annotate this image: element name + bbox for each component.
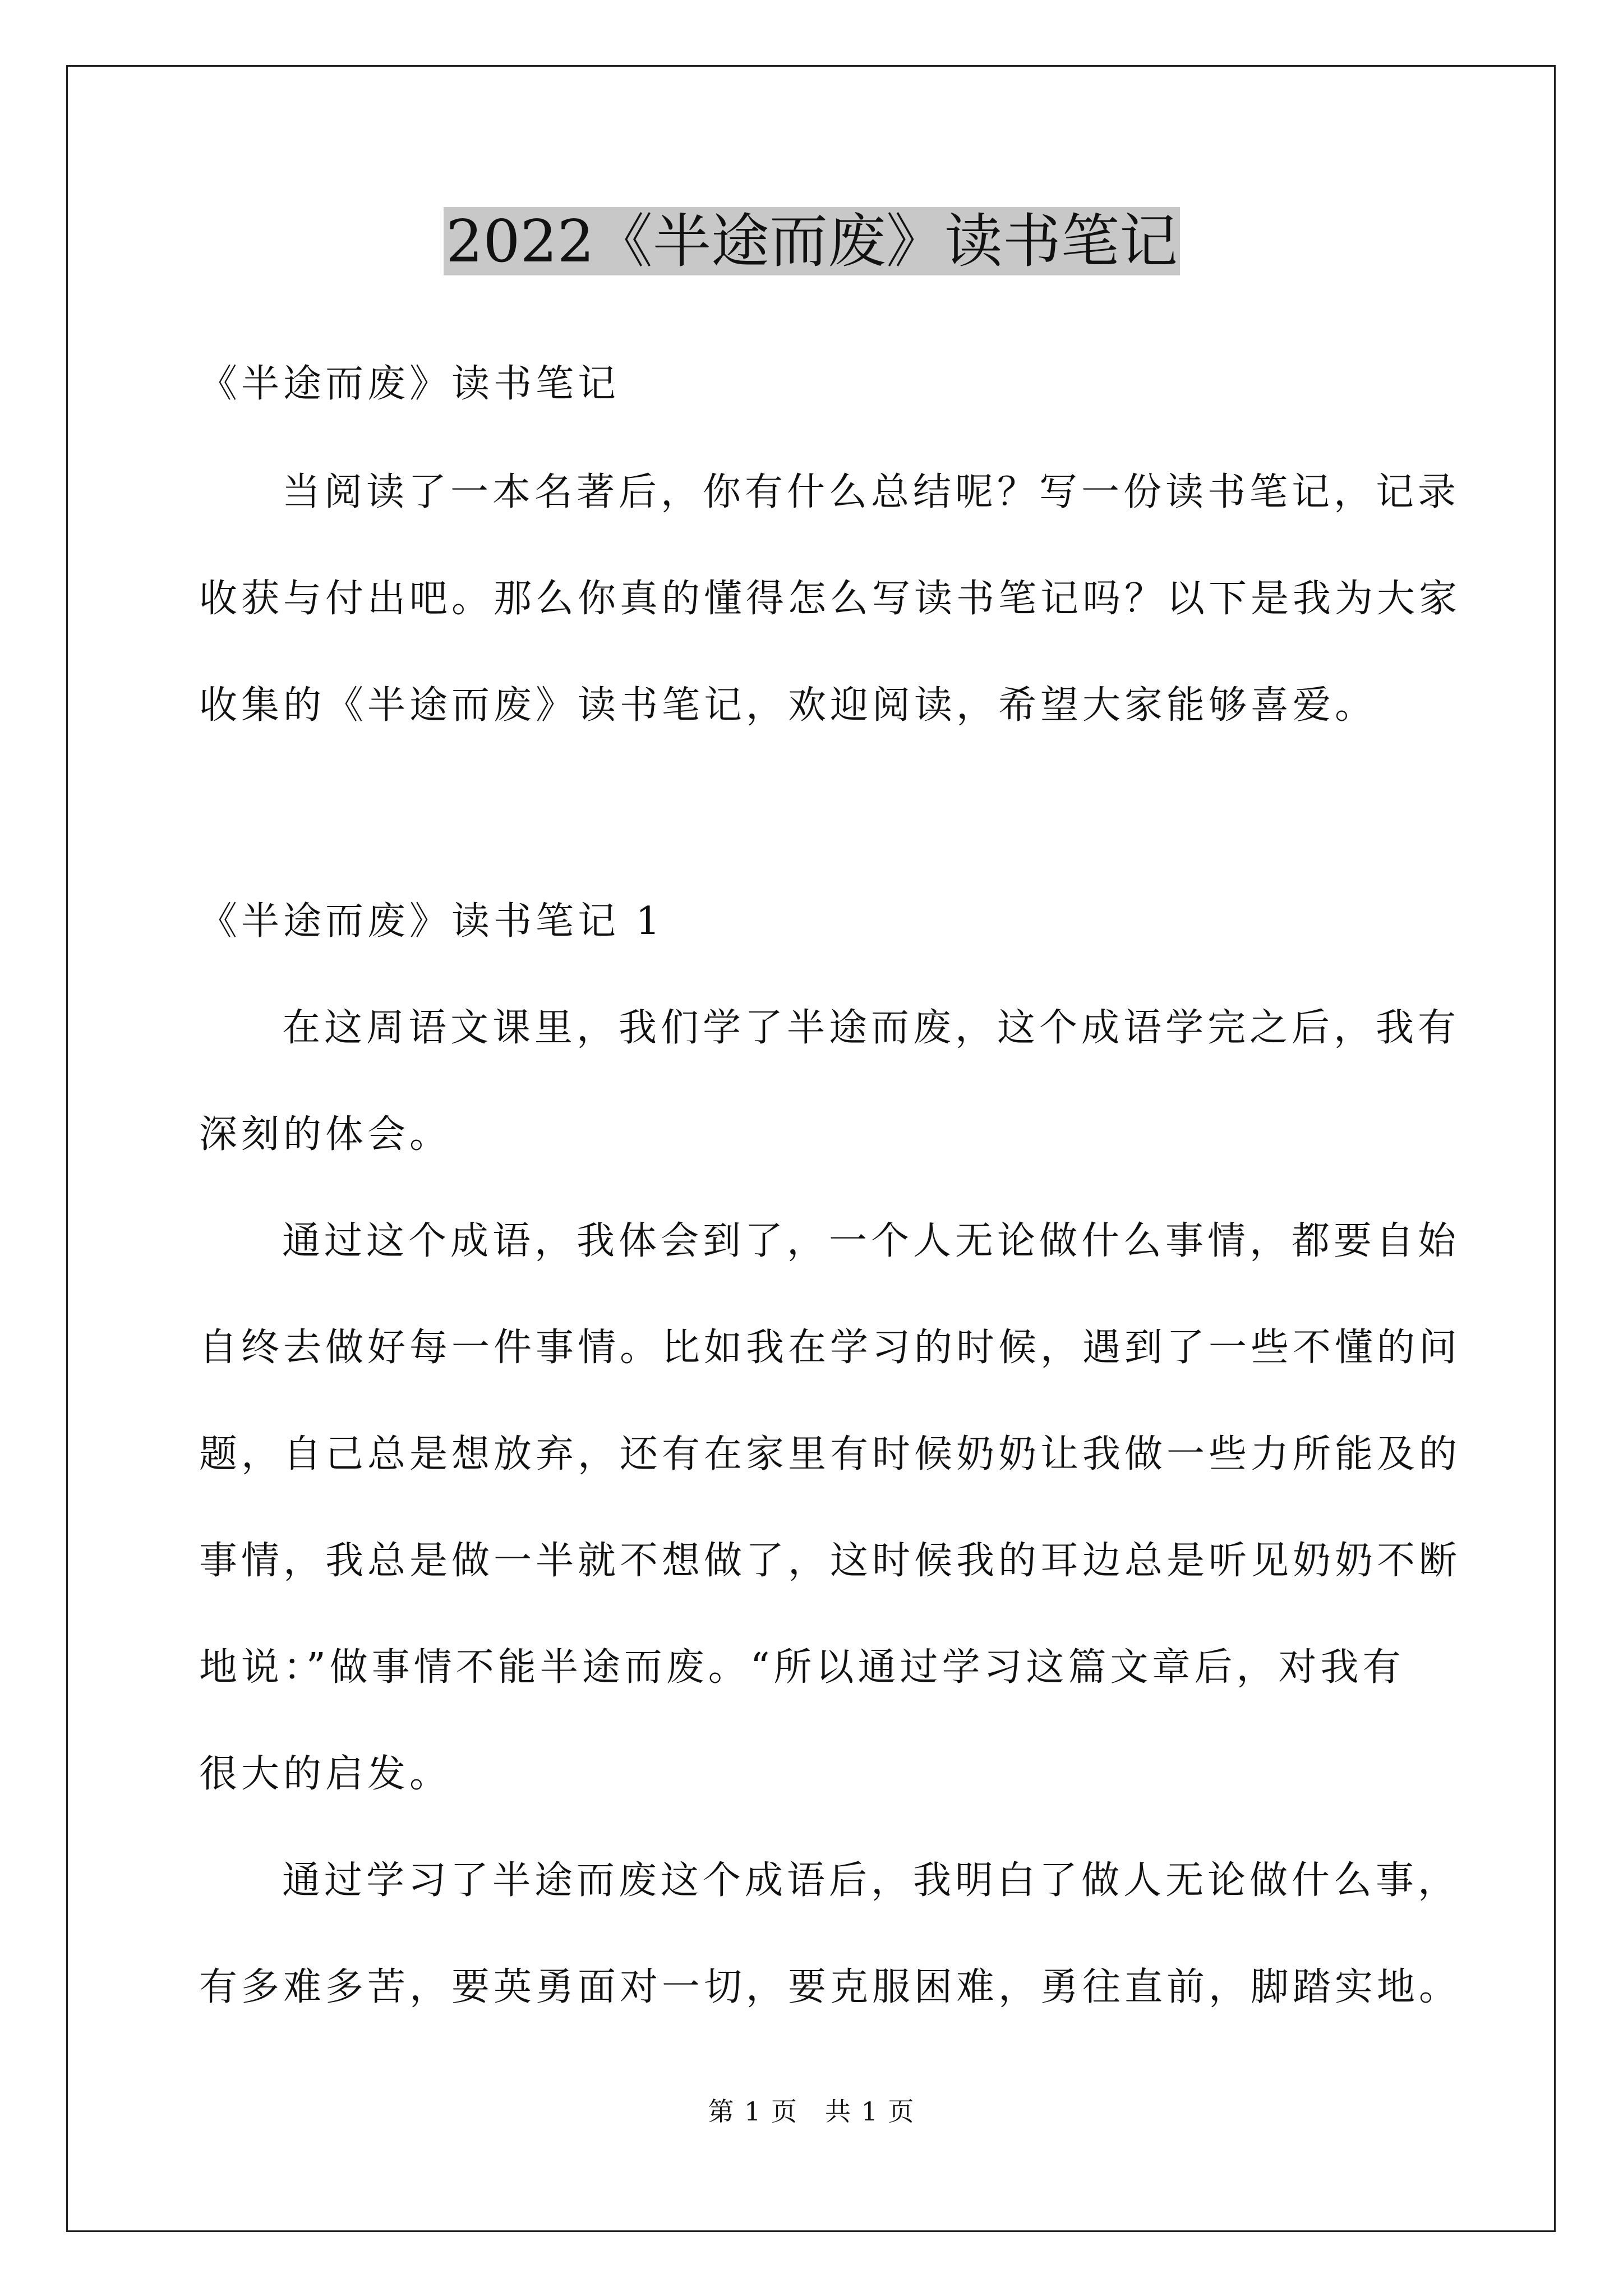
paragraph-2-line-5: 地说：”做事情不能半途而废。“所以通过学习这篇文章后，对我有 xyxy=(199,1645,1405,1690)
paragraph-2-line-2: 自终去做好每一件事情。比如我在学习的时候，遇到了一些不懂的问 xyxy=(199,1326,1461,1370)
intro-line-1: 当阅读了一本名著后，你有什么总结呢？写一份读书笔记，记录 xyxy=(282,470,1460,514)
section-heading: 《半途而废》读书笔记 1 xyxy=(199,899,664,944)
paragraph-2-line-4: 事情，我总是做一半就不想做了，这时候我的耳边总是听见奶奶不断 xyxy=(199,1539,1461,1583)
subtitle: 《半途而废》读书笔记 xyxy=(199,362,620,406)
paragraph-2-line-6: 很大的启发。 xyxy=(199,1752,452,1796)
document-title xyxy=(199,202,1424,280)
paragraph-1-line-1: 在这周语文课里，我们学了半途而废，这个成语学完之后，我有 xyxy=(282,1006,1460,1050)
paragraph-2-line-3: 题，自己总是想放弃，还有在家里有时候奶奶让我做一些力所能及的 xyxy=(199,1432,1461,1476)
paragraph-2-line-1: 通过这个成语，我体会到了，一个人无论做什么事情，都要自始 xyxy=(282,1219,1460,1263)
page-footer: 第 1 页 共 1 页 xyxy=(708,2096,915,2127)
paragraph-1-line-2: 深刻的体会。 xyxy=(199,1112,452,1157)
document-title-text: 2022《半途而废》读书笔记 xyxy=(444,207,1180,275)
intro-line-3: 收集的《半途而废》读书笔记，欢迎阅读，希望大家能够喜爱。 xyxy=(199,683,1377,728)
paragraph-3-line-1: 通过学习了半途而废这个成语后，我明白了做人无论做什么事， xyxy=(282,1858,1460,1903)
intro-line-2: 收获与付出吧。那么你真的懂得怎么写读书笔记吗？以下是我为大家 xyxy=(199,577,1461,621)
paragraph-3-line-2: 有多难多苦，要英勇面对一切，要克服困难，勇往直前，脚踏实地。 xyxy=(199,1965,1461,2009)
